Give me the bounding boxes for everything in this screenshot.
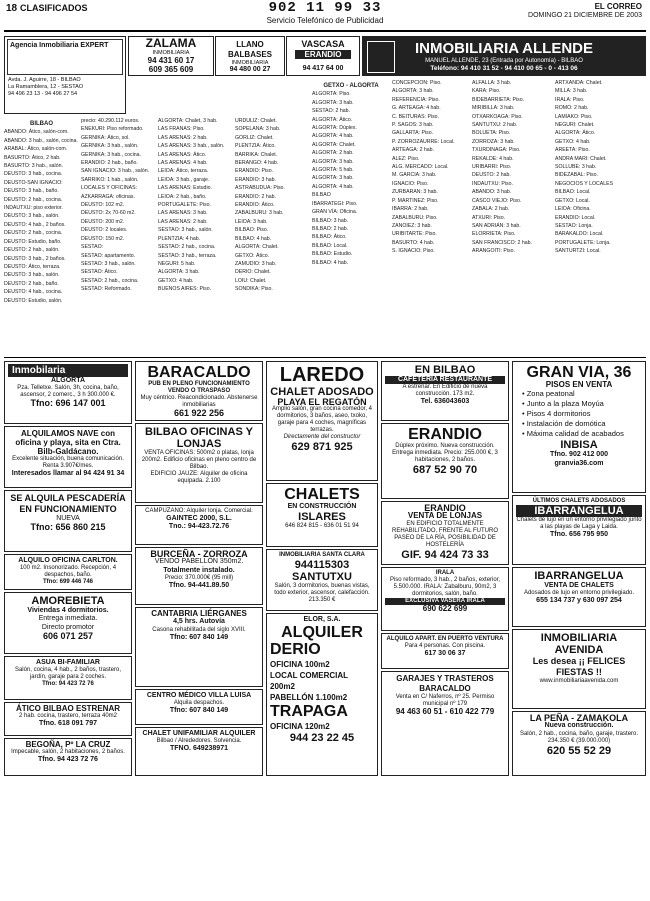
llano-logo: LLANO BALBASES bbox=[227, 40, 272, 59]
listing-item: ALG. MERCADO: Local. bbox=[392, 164, 449, 171]
listing-item: ASTRABUDUA: Piso. bbox=[235, 185, 285, 192]
elor-item: OFICINA 120m2 bbox=[270, 722, 330, 732]
listing-item: INDAUTXU: Piso. bbox=[472, 180, 513, 187]
ad-chalet-alquiler: CHALET UNIFAMILIAR ALQUILER Bilbao / Alrededores. Solvencia. TFNO. 649238971 bbox=[135, 727, 263, 776]
listing-item: SOLLUBE: 3 hab. bbox=[555, 164, 597, 171]
listing-item: INDAUTXU: piso exterior. bbox=[4, 205, 63, 212]
listing-item: DEUSTO: 150 m2. bbox=[81, 235, 125, 242]
ad-santa-clara: INMOBILIARIA SANTA CLARA 944115303 SANTUTXU Salón, 3 dormitorios, buenas vistas, todo exterior, ascensor, calefacción. 213.350 € bbox=[266, 549, 378, 611]
listing-item: C. BEITURAS: Piso. bbox=[392, 113, 439, 120]
elor-item: DERIO bbox=[270, 641, 321, 659]
listing-item: SESTAO: Ático. bbox=[81, 269, 118, 276]
listing-item: SESTAO: 3 hab., salón. bbox=[81, 260, 136, 267]
listing-item: BASURTO: 4 hab. bbox=[392, 239, 435, 246]
paper-name: EL CORREO bbox=[594, 2, 642, 11]
allende-logo: INMOBILIARIA ALLENDE bbox=[414, 40, 594, 57]
ad-inmobilaria: Inmobilaria ALGORTA Pza. Telletxe. Salón, 3h, cocina, baño, ascensor, 2 comerc., 3 h 300.000 €. Tfno: 696 147 001 bbox=[4, 361, 132, 424]
listing-item: BARAKALDO: Local. bbox=[555, 231, 604, 238]
gran-via-feature: • Pisos 4 dormitorios bbox=[522, 409, 591, 419]
listing-column bbox=[4, 118, 79, 354]
listing-item: DEUSTO: 3 hab., salón. bbox=[4, 213, 60, 220]
listing-item: DEUSTO: Estudio, baño. bbox=[4, 238, 62, 245]
listing-item: SANTURTZI: Local. bbox=[555, 248, 601, 255]
listing-item: SARRIKO: 1 hab., salón. bbox=[81, 176, 139, 183]
ad-box-vascasa: VASCASA ERANDIO 94 417 64 00 bbox=[286, 36, 360, 76]
listing-item: OTXARKOAGA: Piso. bbox=[472, 113, 523, 120]
ad-baracaldo-pub: BARACALDO PUB EN PLENO FUNCIONAMIENTO VENDO O TRASPASO Muy céntrico. Reacondicionado. Abstenerse inmobiliarias 661 922 256 bbox=[135, 361, 263, 421]
gran-via-feature-list bbox=[516, 389, 642, 439]
listing-item: M. GARCIA: 3 hab. bbox=[392, 172, 437, 179]
listing-item: ALGORTA: 3 hab. bbox=[312, 175, 354, 182]
listing-item: SAN FRANCISCO: 2 hab. bbox=[472, 239, 532, 246]
listing-column bbox=[392, 80, 470, 354]
listing-column bbox=[555, 80, 646, 354]
listing-item: NEGOCIOS Y LOCALES bbox=[555, 180, 614, 187]
listing-item: DEUSTO: 4 hab., 2 baños. bbox=[4, 221, 66, 228]
ad-carlton: ALQUILO OFICINA CARLTON. 100 m2. Insonorizado. Recepción, 4 despachos, baño. Tfno: 699 446 746 bbox=[4, 554, 132, 590]
listing-item: DEUSTO: 2 locales. bbox=[81, 227, 128, 234]
listing-item: ALGORTA: 2 hab. bbox=[312, 150, 354, 157]
ad-asua: ASUA BI-FAMILIAR Salón, cocina, 4 hab., 2 baños, trastero, jardín, garaje para 2 coches. Tfno: 94 423 72 76 bbox=[4, 656, 132, 700]
listing-item: LOIU: Chalet. bbox=[235, 277, 267, 284]
gran-via-feature: • Máxima calidad de acabados bbox=[522, 429, 624, 439]
gran-via-feature: • Instalación de domótica bbox=[522, 419, 606, 429]
ad-ibarrangelua-venta: IBARRANGELUA VENTA DE CHALETS Adosados de lujo en entorno privilegiado. 655 134 737 y 630 097 254 bbox=[512, 567, 646, 627]
listing-item: BERANGO: 4 hab. bbox=[235, 160, 279, 167]
listing-column bbox=[472, 80, 553, 354]
listing-item: BOLUETA: Piso. bbox=[472, 130, 511, 137]
elor-item: LOCAL COMERCIAL 200m2 bbox=[270, 671, 348, 692]
listing-item: DEUSTO: 200 m2. bbox=[81, 218, 125, 225]
listing-item: ERANDIO: 3 hab. bbox=[235, 176, 276, 183]
listing-item: ARABAL: Ático, salón-com. bbox=[4, 146, 68, 153]
listing-item: LEIOA: 3 hab., garaje. bbox=[158, 176, 210, 183]
listing-item: DEUSTO: 3 hab., baño. bbox=[4, 188, 59, 195]
listing-item: IBARRATEGI: Piso. bbox=[312, 200, 358, 207]
elor-item: TRAPAGA bbox=[270, 703, 348, 721]
ad-phone-number: 902 11 99 33 bbox=[268, 0, 382, 16]
listing-item: URIBARRI: Piso. bbox=[472, 164, 512, 171]
listing-item: ANDRA MARI: Chalet. bbox=[555, 155, 607, 162]
ad-begona: BEGOÑA, Pº LA CRUZ Impecable, salón, 2 habitaciones, 2 baños. Tfno. 94 423 72 76 bbox=[4, 738, 132, 776]
ad-ultimos-chalets: ÚLTIMOS CHALETS ADOSADOS IBARRANGELUA Chalets de lujo en un entorno privilegiado junto a las playas de Laga y Laida. Tfno. 656 795 950 bbox=[512, 495, 646, 565]
listing-item: ZURBARAN: 3 hab. bbox=[392, 189, 438, 196]
listing-item: P. ZORROZAURRE: Local. bbox=[392, 138, 455, 145]
listing-item: GERNIKA: 3 hab., cocina. bbox=[81, 151, 141, 158]
expert-address-1: Avda. J. Aguirre, 18 - BILBAO bbox=[8, 77, 81, 83]
listing-item: ZABALBURU: 3 hab. bbox=[235, 210, 284, 217]
listing-item: BILBAO: 4 hab. bbox=[312, 259, 349, 266]
listing-item: P. SAGOS: 3 hab. bbox=[392, 122, 434, 129]
listing-item: BILBAO: Ático. bbox=[312, 234, 347, 241]
zalama-phone-2: 609 365 609 bbox=[148, 65, 194, 74]
vascasa-logo: VASCASA bbox=[301, 39, 345, 49]
elor-item-list bbox=[270, 641, 374, 732]
page-number: 18 bbox=[6, 3, 18, 14]
ad-box-zalama: ZALAMA INMOBILIARIA 94 431 60 17 609 365 609 bbox=[128, 36, 214, 76]
gran-via-feature: • Junto a la plaza Moyúa bbox=[522, 399, 604, 409]
listing-item: REKALDE: 4 hab. bbox=[472, 155, 514, 162]
listing-item: LAS ARENAS: 2 hab. bbox=[158, 134, 208, 141]
listing-item: ZORROZA: 3 hab. bbox=[472, 138, 515, 145]
listing-item: ARTEAGA: 2 hab. bbox=[392, 147, 435, 154]
ad-burcena: BURCEÑA - ZORROZA VENDO PABELLÓN 350m2. Totalmente instalado. Precio: 370.000€ (95 mill) Tfno. 94-441.89.50 bbox=[135, 547, 263, 605]
listing-column bbox=[312, 80, 390, 354]
listing-item: DEUSTO: 2 hab., baño. bbox=[4, 280, 59, 287]
listing-item: ERANDIO: 2 hab. bbox=[235, 193, 276, 200]
listing-item: ABANDO: 3 hab. bbox=[472, 189, 512, 196]
listing-item: SESTAO: 3 hab., terraza. bbox=[158, 252, 217, 259]
listing-item: AZKARRAGA: oficinas. bbox=[81, 193, 135, 200]
listing-item: SOPELANA: 3 hab. bbox=[235, 126, 281, 133]
listing-item: GERNIKA: 3 hab., salón. bbox=[81, 143, 139, 150]
listing-item: IBARRA: 2 hab. bbox=[392, 206, 429, 213]
listing-item: SAN ADRIÁN: 3 hab. bbox=[472, 222, 521, 229]
listing-item: ZAMUDIO: 3 hab. bbox=[235, 260, 277, 267]
section-divider bbox=[4, 357, 646, 358]
listing-item: ERANDIO: Ático. bbox=[235, 202, 275, 209]
listing-item: LAS ARENAS: 3 hab. bbox=[158, 210, 208, 217]
ad-erandio-lonjas: ERANDIO VENTA DE LONJAS EN EDIFICIO TOTALMENTE REHABILITADO, FRENTE AL FUTURO PASEO DE LA RÍA, POSIBILIDAD DE HOSTELERÍA GIF. 94 424 73 33 bbox=[381, 501, 509, 565]
ad-avenida: INMOBILIARIA AVENIDA Les desea ¡¡ FELICES FIESTAS !! www.inmobiliariaavenida.com bbox=[512, 629, 646, 709]
listing-item: SESTAO: bbox=[81, 244, 104, 251]
service-label: Servicio Telefónico de Publicidad bbox=[266, 16, 384, 25]
listing-column bbox=[81, 118, 156, 354]
listing-item: BILBAO: 2 hab. bbox=[312, 225, 349, 232]
ad-pescaderia: SE ALQUILA PESCADERÍA EN FUNCIONAMIENTO NUEVA Tfno: 656 860 215 bbox=[4, 490, 132, 552]
listing-item: BILBAO bbox=[312, 192, 331, 199]
listing-item: ALGORTA: Piso. bbox=[312, 91, 351, 98]
listing-item: ALGORTA: Chalet. bbox=[312, 141, 356, 148]
listing-item: GORLIZ: Chalet. bbox=[235, 134, 274, 141]
listing-item: PORTUGALETE: Piso. bbox=[158, 202, 211, 209]
listing-item: NEGURI: 5 hab. bbox=[158, 260, 196, 267]
listing-item: BARRIKA: Chalet. bbox=[235, 151, 278, 158]
ad-garajes: GARAJES Y TRASTEROS BARACALDO Venta en C/ Naferros, nº 25. Permiso municipal nº 179 94 463 60 51 - 610 422 779 bbox=[381, 671, 509, 776]
ad-alquilo-apart: ALQUILO APART. EN PUERTO VENTURA Para 4 personas. Con piscina. 617 30 06 37 bbox=[381, 633, 509, 669]
allende-phone: Teléfono: 94 410 31 52 - 94 410 00 65 - 0 - 413 06 bbox=[430, 65, 578, 72]
listing-item: MILLA: 3 hab. bbox=[555, 88, 588, 95]
listing-item: ALGORTA: Dúplex. bbox=[312, 125, 357, 132]
listing-item: KARA: Piso. bbox=[472, 88, 501, 95]
listing-item: TXURDINAGA: Piso. bbox=[472, 147, 521, 154]
expert-logo: Agencia Inmobiliaria EXPERT bbox=[7, 39, 123, 75]
listing-item: ALGORTA: 3 hab. bbox=[312, 99, 354, 106]
listing-item: ALFALLA: 3 hab. bbox=[472, 80, 512, 86]
listing-item: BUENOS AIRES: Piso. bbox=[158, 286, 212, 293]
listing-item: ERANDIO: 2 hab., baño. bbox=[81, 160, 138, 167]
listing-item: LAS ARENAS: 2 hab. bbox=[158, 218, 208, 225]
ad-box-allende bbox=[362, 36, 646, 76]
ad-erandio-duplex: ERANDIO Dúplex próximo. Nueva construcción. Entrega inmediata. Precio: 255.000 €, 3 habitaciones, 2 baños. 687 52 90 70 bbox=[381, 423, 509, 499]
listing-item: ALGORTA: 3 hab. bbox=[158, 269, 200, 276]
listing-item: ENEKURI: Piso reformado. bbox=[81, 126, 144, 133]
ad-campuzano: CAMPUZANO: Alquiler lonja. Comercial. GAINTEC 2000, S.L. Tno.: 94-423.72.76 bbox=[135, 505, 263, 545]
ad-cantabria: CANTABRIA LIÉRGANES 4,5 hrs. Autovía Casona rehabilitada del siglo XVIII. Tfno: 607 840 149 bbox=[135, 607, 263, 687]
listing-item: SESTAO: 2 hab. bbox=[312, 108, 350, 115]
allende-address: MANUEL ALLENDE, 23 (Entrada por Autonomía) - BILBAO bbox=[425, 58, 583, 64]
listing-item: GETXO: 4 hab. bbox=[158, 277, 194, 284]
listing-item: precio: 40.290.112 euros. bbox=[81, 118, 140, 124]
zalama-logo: ZALAMA bbox=[145, 36, 197, 50]
listing-item: URIBITARTE: Piso. bbox=[392, 231, 437, 238]
listing-item: MIRIBILLA: 3 hab. bbox=[472, 105, 515, 112]
issue-date: DOMINGO 21 DICIEMBRE DE 2003 bbox=[528, 12, 642, 20]
listing-item: LAMIAKO: Piso. bbox=[555, 113, 593, 120]
listing-item: SESTAO: Lonja. bbox=[555, 222, 593, 229]
listing-item: ELORRIETA: Piso. bbox=[472, 231, 516, 238]
column-heading: BILBAO bbox=[30, 121, 53, 127]
listing-item: ALGORTA: 4 hab. bbox=[312, 133, 354, 140]
listing-item: IRALA: Piso. bbox=[555, 96, 585, 103]
listing-item: ALGORTA: Ático. bbox=[312, 116, 353, 123]
ad-alquilamos-nave: ALQUILAMOS NAVE con oficina y playa, sita en Ctra. Bilb-Galdácano. Excelente situación, buena comunicación. Renta 3.907€/mes. Interesados llamar al 94 424 91 34 bbox=[4, 426, 132, 488]
listing-item: DEUSTO: 102 m2. bbox=[81, 202, 125, 209]
listing-item: DEUSTO-SAN IGNACIO: bbox=[4, 179, 63, 186]
ad-bilbao-oficinas: BILBAO OFICINAS Y LONJAS VENTA OFICINAS: 500m2 o platas, lonja 200m2. Edificio oficinas en pleno centro de Bilbao. EDIFICIO JAUZE: Alquiler de oficina equipada. 2.100 bbox=[135, 423, 263, 503]
building-icon bbox=[367, 41, 395, 73]
listing-item: DEUSTO: 2 hab. bbox=[472, 172, 511, 179]
ad-elor: ELOR, S.A. ALQUILER DERIO OFICINA 100m2 LOCAL COMERCIAL 200m2 PABELLÓN 1.100m2 TRAPAGA OFICINA 120m2 944 23 22 45 bbox=[266, 613, 378, 776]
listing-item: DERIO: Chalet. bbox=[235, 269, 271, 276]
listing-item: LAS FRANAS: Piso. bbox=[158, 126, 205, 133]
listing-item: PLENTZIA: 4 hab. bbox=[158, 235, 201, 242]
expert-phone: 94 496 23 13 - 94 496 27 54 bbox=[8, 91, 78, 97]
listing-item: BASURTO: 3 hab., salón. bbox=[4, 163, 63, 170]
listing-column bbox=[158, 118, 233, 354]
listing-item: BILBAO: Piso. bbox=[235, 227, 269, 234]
listing-item: GRAN VÍA: Oficina. bbox=[312, 209, 358, 216]
ad-laredo: LAREDO CHALET ADOSADO PLAYA EL REGATÓN Amplio salón, gran cocina comedor, 4 dormitorios, 3 baños, aseo, txoko, garaje para 4 coches, magníficas terrazas. Directamente del constructor 629 871 925 bbox=[266, 361, 378, 481]
ad-villa-luisa: CENTRO MÉDICO VILLA LUISA Alquila despachos. Tfno: 607 840 149 bbox=[135, 689, 263, 725]
listing-item: LAS ARENAS: 3 hab., salón. bbox=[158, 143, 225, 150]
listing-item: SESTAO: Reformado. bbox=[81, 286, 132, 293]
listing-item: DEUSTO: 2 hab., salón. bbox=[4, 247, 60, 254]
listing-item: BILBAO: 4 hab. bbox=[235, 235, 272, 242]
listing-item: ABANDO: Ático, salón-com. bbox=[4, 129, 69, 136]
ad-box-expert bbox=[4, 36, 126, 114]
listing-item: SESTAO: 3 hab., salón. bbox=[158, 227, 213, 234]
listing-item: ROMO: 2 hab. bbox=[555, 105, 589, 112]
listing-item: ZABALA: 2 hab. bbox=[472, 206, 510, 213]
listing-item: BILBAO: 3 hab. bbox=[312, 217, 349, 224]
listing-item: DEUSTO: 3 hab., salón. bbox=[4, 272, 60, 279]
listing-item: ALGORTA: 5 hab. bbox=[312, 167, 354, 174]
listing-item: ERANDIO: Piso. bbox=[235, 168, 274, 175]
listing-item: ATXURI: Piso. bbox=[472, 214, 506, 221]
listing-item: ALGORTA: 3 hab. bbox=[312, 158, 354, 165]
expert-address-2: La Ramamblera, 12 - SESTAO bbox=[8, 84, 84, 90]
listing-item: GALLARTA: Piso. bbox=[392, 130, 434, 137]
listing-item: SESTAO: 2 hab., cocina. bbox=[81, 277, 139, 284]
listing-item: BILBAO: Local. bbox=[312, 242, 348, 249]
listing-item: DEUSTO: 2 hab., cocina. bbox=[4, 230, 63, 237]
listing-item: SESTAO: 2 hab., cocina. bbox=[158, 244, 216, 251]
vascasa-phone: 94 417 64 00 bbox=[302, 65, 344, 72]
ad-en-bilbao: EN BILBAO CAFETERÍA RESTAURANTE A estrenar. En Edificio de nueva construcción. 173 m2. Tel. 636043603 bbox=[381, 361, 509, 421]
listing-item: BIDEZABAL: Piso. bbox=[555, 172, 598, 179]
listing-item: ALGORTA: Chalet, 3 hab. bbox=[158, 118, 218, 124]
listing-item: DEUSTO: 4 hab., cocina. bbox=[4, 289, 63, 296]
listing-item: URDULIZ: Chalet. bbox=[235, 118, 277, 124]
listing-item: REFERENCIA: Piso. bbox=[392, 96, 440, 103]
listing-item: GERNIKA: Ático, sol. bbox=[81, 134, 130, 141]
ad-box-llano: LLANO BALBASES INMOBILIARIA 94 480 00 27 bbox=[215, 36, 285, 76]
listing-item: GETXO: Ático. bbox=[235, 252, 270, 259]
zalama-phone-1: 94 431 60 17 bbox=[147, 56, 195, 65]
listing-item: CASCO VIEJO: Piso. bbox=[472, 197, 522, 204]
listing-item: DEUSTO: Ático, terraza. bbox=[4, 263, 61, 270]
ad-gran-via: GRAN VIA, 36 PISOS EN VENTA • Zona peatonal • Junto a la plaza Moyúa • Pisos 4 dormitorios • Instalación de domótica • Máxima calidad de acabados INBISA Tfno. 902 412 000 granvia36.com bbox=[512, 361, 646, 493]
listing-item: LAS ARENAS: Estudio. bbox=[158, 185, 212, 192]
listing-item: PLENTZIA: Ático. bbox=[235, 143, 276, 150]
listing-item: ALGORTA: Ático. bbox=[555, 130, 596, 137]
listing-item: ARTXANDA: Chalet. bbox=[555, 80, 603, 86]
listing-item: BASURTO: Ático, 2 hab. bbox=[4, 154, 61, 161]
header-rule bbox=[4, 30, 646, 32]
elor-item: PABELLÓN 1.100m2 bbox=[270, 693, 348, 703]
listing-item: LEIOA: Ático, terraza. bbox=[158, 168, 209, 175]
listing-item: DEUSTO: 2 hab., cocina. bbox=[4, 196, 63, 203]
listing-item: NEGURI: Chalet. bbox=[555, 122, 595, 129]
listing-item: CONCEPCIÓN: Piso. bbox=[392, 80, 442, 86]
ad-atico-bilbao: ÁTICO BILBAO ESTRENAR 2 hab. cocina, trastero, terraza 40m2 Tfno. 618 091 797 bbox=[4, 702, 132, 736]
listing-item: ALGORTA: 4 hab. bbox=[312, 183, 354, 190]
listing-item: ABANDO: 3 hab., salón, cocina. bbox=[4, 137, 78, 144]
listing-item: ARANGOITI: Piso. bbox=[472, 248, 515, 255]
listing-column bbox=[235, 118, 310, 354]
page-header bbox=[0, 0, 650, 30]
listing-item: S. IGNACIO: Piso. bbox=[392, 248, 435, 255]
listing-item: DEUSTO: 2x 70-60 m2. bbox=[81, 210, 136, 217]
listing-item: P. MARTINEZ: Piso. bbox=[392, 197, 439, 204]
ad-la-pena: LA PEÑA - ZAMAKOLA Nueva construcción. Salón, 2 hab., cocina, baño, garaje, trastero. 234.350 € (39.000.000) 620 55 52 29 bbox=[512, 711, 646, 776]
listing-item: SAN IGNACIO: 3 hab., salón. bbox=[81, 168, 150, 175]
listing-item: ZABALBURU: Piso. bbox=[392, 214, 438, 221]
listing-item: BILBAO: Local. bbox=[555, 189, 591, 196]
elor-item: OFICINA 100m2 bbox=[270, 660, 330, 670]
listing-item: G. ARTEAGA: 4 hab. bbox=[392, 105, 441, 112]
ad-irala: IRALA Piso reformado, 3 hab., 2 baños, exterior, 5.500.000. IRALA: Zabalburu, 90m2, 3 dormitorios, salón, baño. EXCLUSIVA VASERA IRALA 690 622 699 bbox=[381, 567, 509, 631]
listing-item: DEUSTO: 3 hab., cocina. bbox=[4, 171, 63, 178]
listing-item: DEUSTO: 3 hab., 2 baños. bbox=[4, 255, 66, 262]
listing-item: BIDEBARRIETA: Piso. bbox=[472, 96, 525, 103]
listing-item: ERANDIO: Local. bbox=[555, 214, 596, 221]
listing-item: LAS ARENAS: 4 hab. bbox=[158, 160, 208, 167]
listing-item: ALGORTA: Chalet. bbox=[235, 244, 279, 251]
ad-amorebieta: AMOREBIETA Viviendas 4 dormitorios. Entrega inmediata. Directo promotor 606 071 257 bbox=[4, 592, 132, 654]
listing-item: SANTUTXU: 2 hab. bbox=[472, 122, 518, 129]
listing-item: ALEZ: Piso. bbox=[392, 155, 420, 162]
listing-item: LEIOA: Oficina. bbox=[555, 206, 591, 213]
listing-item: PORTUGALETE: Lonja. bbox=[555, 239, 611, 246]
listing-item: ALGORTA: 3 hab. bbox=[392, 88, 434, 95]
listing-item: GETXO: Local. bbox=[555, 197, 590, 204]
listing-item: SONDIKA: Piso. bbox=[235, 286, 273, 293]
gran-via-feature: • Zona peatonal bbox=[522, 389, 575, 399]
header-center bbox=[180, 0, 470, 25]
listing-item: LOCALES Y OFICINAS: bbox=[81, 185, 138, 192]
llano-phone: 94 480 00 27 bbox=[229, 66, 271, 73]
listing-item: LEIOA: 3 hab. bbox=[235, 218, 268, 225]
listing-item: SESTAO: apartamento. bbox=[81, 252, 136, 259]
ad-chalets-islares: CHALETS EN CONSTRUCCIÓN ISLARES 646 824 815 - 636 01 51 94 bbox=[266, 483, 378, 547]
listing-item: DEUSTO: Estudio, salón. bbox=[4, 297, 63, 304]
listing-item: LAS ARENAS: Ático. bbox=[158, 151, 207, 158]
listing-item: BILBAO: Estudio. bbox=[312, 251, 353, 258]
listing-item: IGNACIO: Piso. bbox=[392, 180, 429, 187]
section-title: CLASIFICADOS bbox=[20, 3, 88, 13]
column-heading: GETXO - ALGORTA bbox=[323, 83, 379, 89]
listing-item: ZANOIEZ: 3 hab. bbox=[392, 222, 432, 229]
listing-item: GETXO: 4 hab. bbox=[555, 138, 591, 145]
listing-item: LEIOA: 2 hab., baño. bbox=[158, 193, 207, 200]
header-right bbox=[528, 2, 642, 21]
listing-item: AREETA: Piso. bbox=[555, 147, 590, 154]
